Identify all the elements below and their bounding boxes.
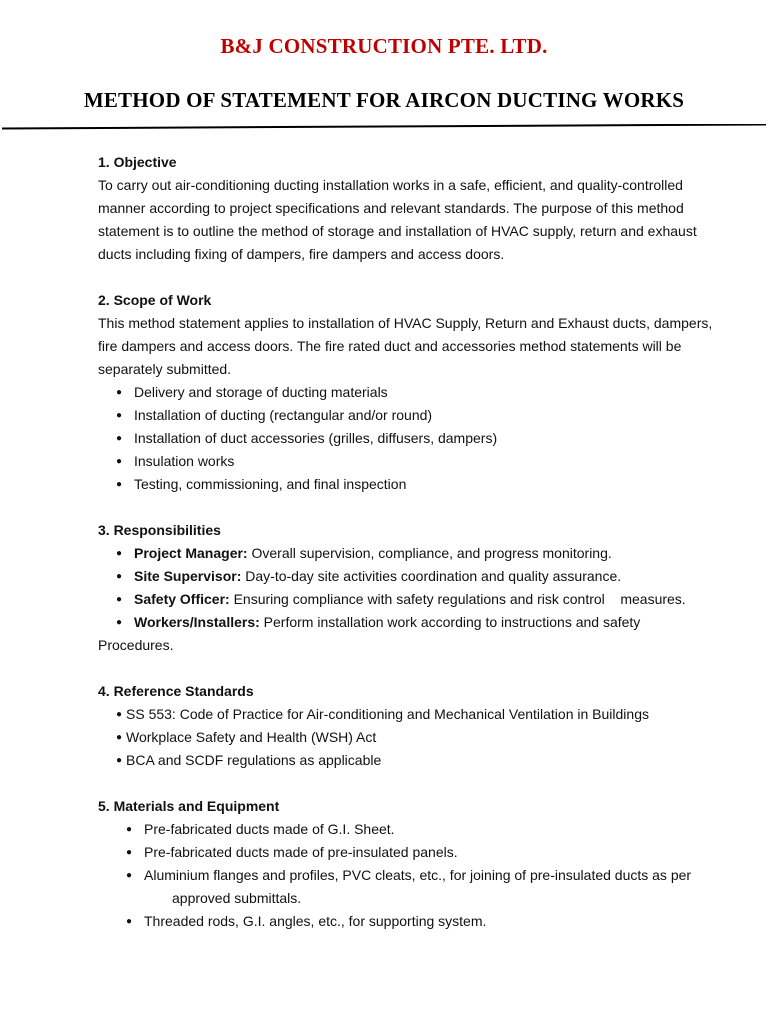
- company-name: B&J CONSTRUCTION PTE. LTD.: [220, 34, 548, 58]
- document-body: [98, 151, 738, 956]
- section-standards: [98, 680, 738, 772]
- section-heading: 2. Scope of Work: [98, 292, 212, 308]
- role-label: Safety Officer:: [134, 591, 230, 607]
- paragraph-line: fire dampers and access doors. The fire rated duct and accessories method statements will be: [98, 338, 682, 354]
- list-item: ● Aluminium flanges and profiles, PVC cleats, etc., for joining of pre-insulated ducts as per approved submittals.: [108, 864, 738, 910]
- document-title: METHOD OF STATEMENT FOR AIRCON DUCTING WORKS: [83, 88, 685, 112]
- bullet-icon: ●: [126, 824, 133, 835]
- bullet-icon: ●: [116, 479, 123, 490]
- title-underline: [0, 124, 768, 130]
- role-label: Project Manager:: [134, 545, 248, 561]
- list-item: ● Project Manager: Overall supervision, compliance, and progress monitoring.: [98, 542, 738, 565]
- role-label: Workers/Installers:: [134, 614, 260, 630]
- section-materials: [98, 795, 738, 933]
- section-heading: 1. Objective: [98, 154, 177, 170]
- section-heading: 3. Responsibilities: [98, 522, 221, 538]
- list-item: ● Installation of duct accessories (grilles, diffusers, dampers): [98, 427, 738, 450]
- paragraph-line: manner according to project specifications and relevant standards. The purpose of this method: [98, 200, 684, 216]
- list-item: ● Insulation works: [98, 450, 738, 473]
- list-item: ● Workers/Installers: Perform installation work according to instructions and safety: [98, 611, 738, 634]
- bullet-icon: ●: [116, 732, 123, 743]
- bullet-icon: ●: [116, 617, 123, 628]
- section-heading: 4. Reference Standards: [98, 683, 254, 699]
- bullet-icon: ●: [126, 870, 133, 881]
- list-item: ● SS 553: Code of Practice for Air-conditioning and Mechanical Ventilation in Buildings: [98, 703, 738, 726]
- paragraph-line: separately submitted.: [98, 361, 232, 377]
- bullet-icon: ●: [116, 709, 123, 720]
- paragraph-line: To carry out air-conditioning ducting installation works in a safe, efficient, and quality-controlled: [98, 177, 683, 193]
- section-heading: 5. Materials and Equipment: [98, 798, 280, 814]
- bullet-icon: ●: [116, 755, 123, 766]
- list-item: ● Pre-fabricated ducts made of G.I. Sheet.: [108, 818, 738, 841]
- section-scope: [98, 289, 738, 496]
- bullet-icon: ●: [126, 847, 133, 858]
- section-objective: [98, 151, 738, 266]
- bullet-icon: ●: [126, 916, 133, 927]
- bullet-icon: ●: [116, 571, 123, 582]
- bullet-icon: ●: [116, 410, 123, 421]
- list-item: ● Pre-fabricated ducts made of pre-insulated panels.: [108, 841, 738, 864]
- list-item: ● Installation of ducting (rectangular and/or round): [98, 404, 738, 427]
- list-item: ● Safety Officer: Ensuring compliance with safety regulations and risk control measures.: [98, 588, 738, 611]
- bullet-icon: ●: [116, 456, 123, 467]
- bullet-icon: ●: [116, 387, 123, 398]
- list-item: ● Workplace Safety and Health (WSH) Act: [98, 726, 738, 749]
- list-item-continuation: approved submittals.: [172, 890, 302, 906]
- responsibilities-list: [98, 542, 738, 634]
- paragraph-line: statement is to outline the method of storage and installation of HVAC supply, return and exhaust: [98, 223, 697, 239]
- paragraph-line: Procedures.: [98, 637, 174, 653]
- list-item: ● Site Supervisor: Day-to-day site activities coordination and quality assurance.: [98, 565, 738, 588]
- bullet-icon: ●: [116, 594, 123, 605]
- scope-list: [98, 381, 738, 496]
- paragraph-line: This method statement applies to installation of HVAC Supply, Return and Exhaust ducts, dampers,: [98, 315, 713, 331]
- section-responsibilities: [98, 519, 738, 657]
- list-item: ● Delivery and storage of ducting materials: [98, 381, 738, 404]
- paragraph-line: ducts including fixing of dampers, fire dampers and access doors.: [98, 246, 505, 262]
- role-label: Site Supervisor:: [134, 568, 242, 584]
- standards-list: [98, 703, 738, 772]
- bullet-icon: ●: [116, 548, 123, 559]
- list-item: ● BCA and SCDF regulations as applicable: [98, 749, 738, 772]
- materials-list: [98, 818, 738, 933]
- list-item: ● Threaded rods, G.I. angles, etc., for supporting system.: [108, 910, 738, 933]
- bullet-icon: ●: [116, 433, 123, 444]
- list-item: ● Testing, commissioning, and final inspection: [98, 473, 738, 496]
